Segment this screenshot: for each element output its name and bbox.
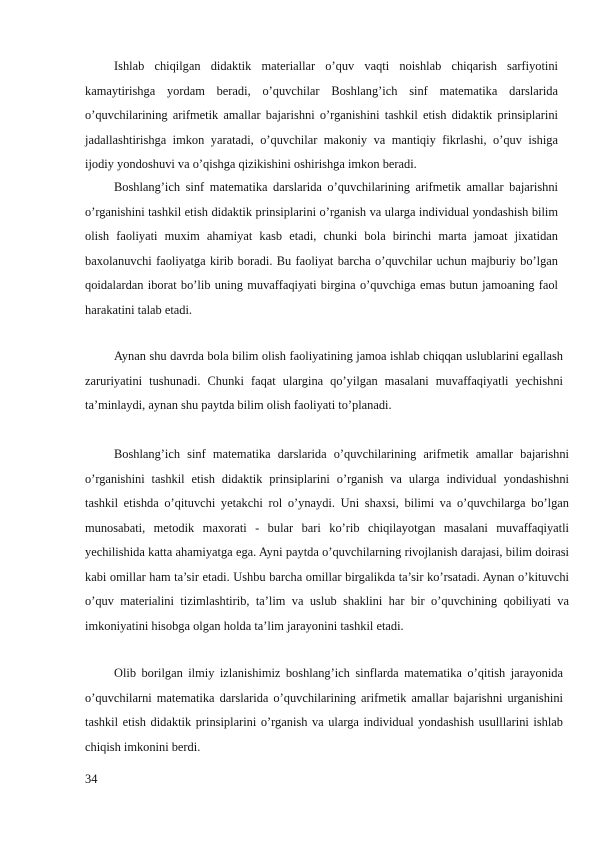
paragraph-5: Olib borilgan ilmiy izlanishimiz boshlang’ich sinflarda matematika o’qitish jarayonida o’quvchilarni matematika darslarida o’quvchilarining arifmetik amallar bajarishni urganishini tashkil etish didaktik prinsiplarini o’rganish va ularga individual yondashish usulllarini ishlab chiqish imkonini berdi. — [85, 666, 563, 754]
paragraph-1: Ishlab chiqilgan didaktik materiallar o’quv vaqti noishlab chiqarish sarfiyotini kamaytirishga yordam beradi, o’quvchilar Boshlang’ich sinf matematika darslarida o’quvchilarining arifmetik amallar bajarishni o’rganishini tashkil etish didaktik prinsiplarini jadallashtirishga imkon yaratadi, o’quvchilar makoniy va mantiqiy fikrlashi, o’quv ishiga ijodiy yondoshuvi va o’qishga qizikishini oshirishga imkon beradi. — [85, 59, 558, 171]
page-number: 34 — [85, 772, 98, 786]
paragraph-4: Boshlang’ich sinf matematika darslarida o’quvchilarining arifmetik amallar bajarishni o’rganishini tashkil etish didaktik prinsiplarini o’rganish va ularga individual yondashishni tashkil etishda o’qituvchi yetakchi rol o’ynaydi. Uni shaxsi, bilimi va o’quvchilarga bo’lgan munosabati, metodik maxorati - bular bari ko’rib chiqilayotgan masalani muvaffaqiyatli yechilishida katta ahamiyatga ega. Ayni paytda o’quvchilarning rivojlanish darajasi, bilim doirasi kabi omillar ham ta’sir etadi. Ushbu barcha omillar birgalikda ta’sir ko’rsatadi. Aynan o’kituvchi o’quv materialini tizimlashtirib, ta’lim va uslub shaklini har bir o’quvchining qobiliyati va imkoniyatini hisobga olgan holda ta’lim jarayonini tashkil etadi. — [85, 447, 569, 633]
paragraph-3: Aynan shu davrda bola bilim olish faoliyatining jamoa ishlab chiqqan uslublarini egallash zaruriyatini tushunadi. Chunki faqat ulargina qo’yilgan masalani muvaffaqiyatli yechishni ta’minlaydi, aynan shu paytda bilim olish faoliyati to’planadi. — [85, 349, 563, 412]
paragraph-2: Boshlang’ich sinf matematika darslarida o’quvchilarining arifmetik amallar bajarishni o’rganishini tashkil etish didaktik prinsiplarini o’rganish va ularga individual yondashish bilim olish faoliyati muxim ahamiyat kasb etadi, chunki bola birinchi marta jamoat jixatidan baxolanuvchi faoliyatga kirib boradi. Bu faoliyat barcha o’quvchilar uchun majburiy bo’lgan qoidalardan iborat bo’lib uning muvaffaqiyati birgina o’quvchiga emas butun jamoaning faol harakatini talab etadi. — [85, 180, 558, 317]
